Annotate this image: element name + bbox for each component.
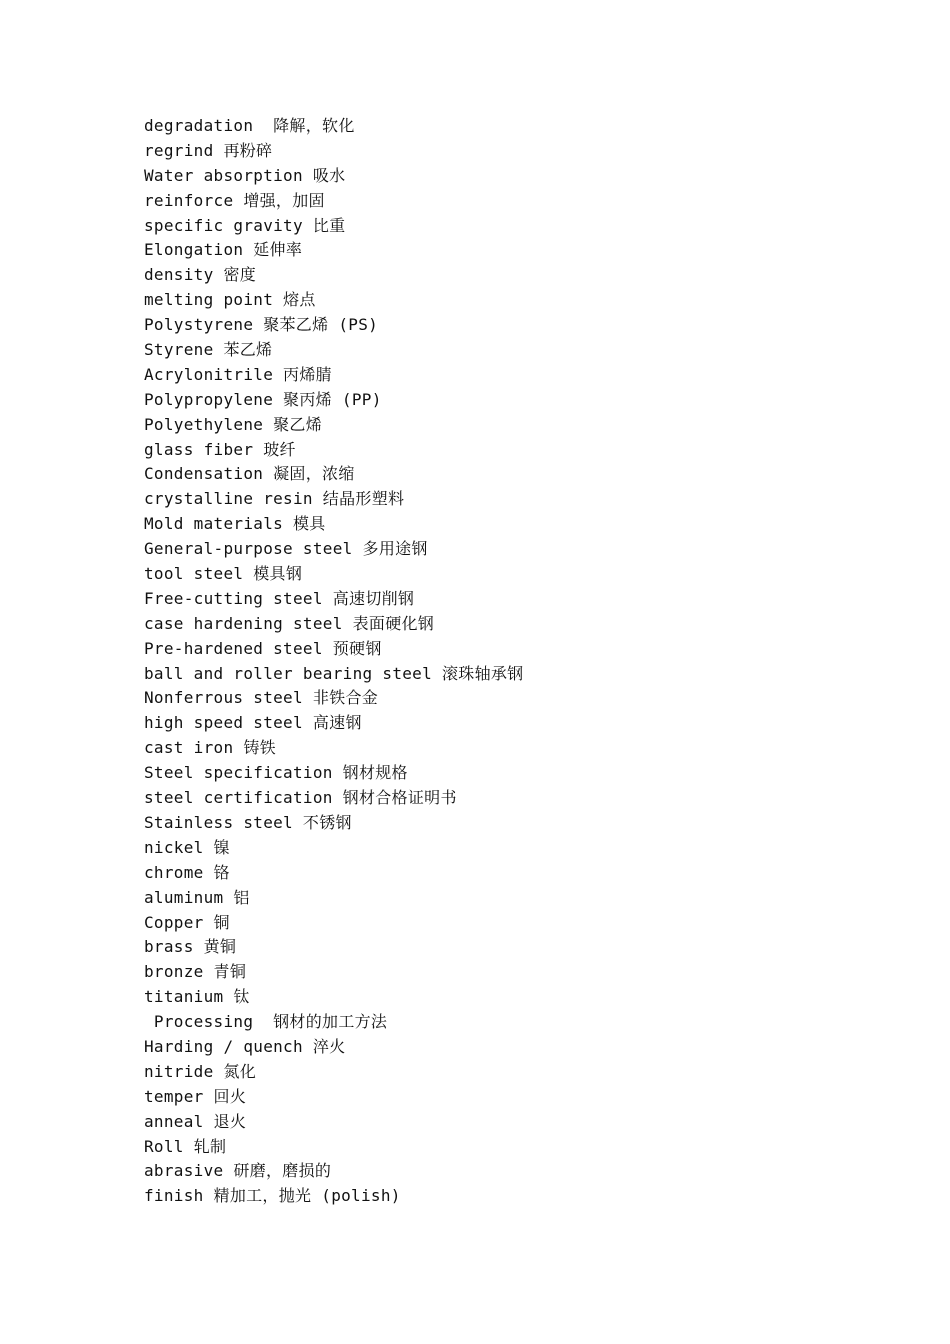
glossary-line: reinforce 增强，加固: [144, 190, 325, 210]
glossary-line: tool steel 模具钢: [144, 564, 303, 584]
glossary-line: Pre-hardened steel 预硬钢: [144, 638, 382, 658]
glossary-line: nitride 氮化: [144, 1061, 257, 1081]
glossary-line: Roll 轧制: [144, 1136, 227, 1156]
glossary-line: bronze 青铜: [144, 962, 247, 982]
glossary-line: Harding / quench 淬火: [144, 1036, 346, 1056]
glossary-line: cast iron 铸铁: [144, 738, 276, 758]
glossary-line: Steel specification 钢材规格: [144, 763, 408, 783]
glossary-line: crystalline resin 结晶形塑料: [144, 489, 405, 509]
glossary-line: Water absorption 吸水: [144, 165, 346, 185]
glossary-line: General-purpose steel 多用途钢: [144, 539, 428, 559]
glossary-line: anneal 退火: [144, 1111, 247, 1131]
glossary-line: high speed steel 高速钢: [144, 713, 362, 733]
glossary-line: Polyethylene 聚乙烯: [144, 414, 323, 434]
glossary-line: steel certification 钢材合格证明书: [144, 788, 457, 808]
glossary-line: Condensation 凝固，浓缩: [144, 464, 355, 484]
glossary-line: finish 精加工，抛光 (polish): [144, 1186, 401, 1206]
glossary-line: chrome 铬: [144, 862, 230, 882]
glossary-line: Polystyrene 聚苯乙烯 (PS): [144, 315, 379, 335]
glossary-line: ball and roller bearing steel 滚珠轴承钢: [144, 663, 524, 683]
glossary-line: Styrene 苯乙烯: [144, 340, 273, 360]
glossary-line: degradation 降解，软化: [144, 116, 355, 135]
glossary-line: temper 回火: [144, 1086, 247, 1106]
glossary-line: regrind 再粉碎: [144, 140, 273, 160]
glossary-line: Stainless steel 不锈钢: [144, 812, 352, 832]
glossary-line: specific gravity 比重: [144, 215, 346, 235]
glossary-line: Polypropylene 聚丙烯 (PP): [144, 389, 382, 409]
glossary-line: aluminum 铝: [144, 887, 250, 907]
glossary-line: titanium 钛: [144, 987, 250, 1007]
glossary-line: nickel 镍: [144, 837, 230, 857]
glossary-line: case hardening steel 表面硬化钢: [144, 613, 435, 633]
glossary-line: Free-cutting steel 高速切削钢: [144, 588, 415, 608]
glossary-line: brass 黄铜: [144, 937, 237, 957]
glossary-list: [144, 114, 523, 1209]
glossary-line: melting point 熔点: [144, 290, 316, 310]
glossary-line: Acrylonitrile 丙烯腈: [144, 364, 332, 384]
glossary-line: abrasive 研磨，磨损的: [144, 1161, 332, 1181]
section-heading-processing: Processing 钢材的加工方法: [144, 1012, 388, 1032]
glossary-line: Nonferrous steel 非铁合金: [144, 688, 379, 708]
glossary-line: Elongation 延伸率: [144, 240, 303, 260]
glossary-line: density 密度: [144, 265, 257, 285]
glossary-line: Mold materials 模具: [144, 514, 326, 534]
glossary-line: Copper 铜: [144, 912, 230, 932]
glossary-line: glass fiber 玻纤: [144, 439, 296, 459]
